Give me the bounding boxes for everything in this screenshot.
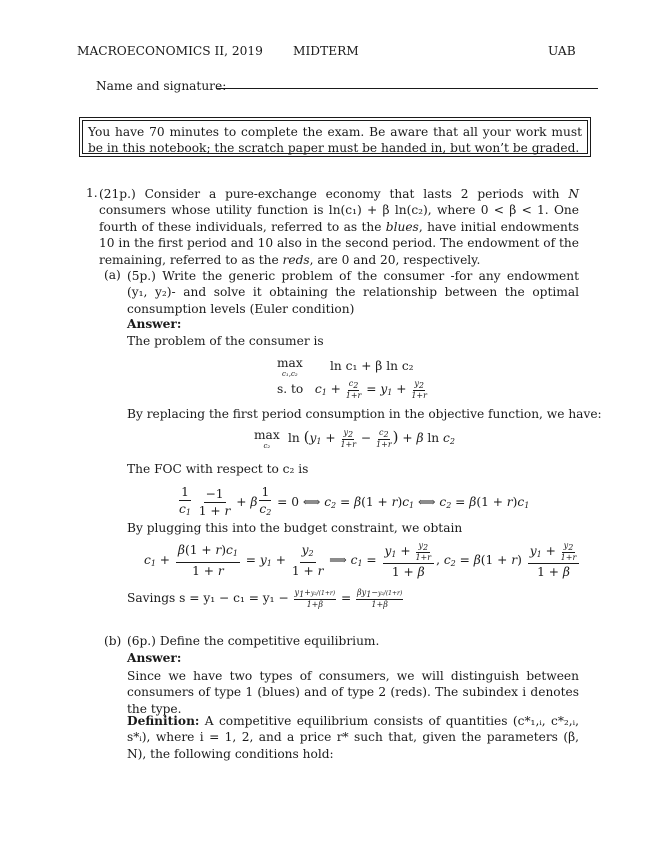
part-a-answer-label: Answer:	[127, 317, 182, 331]
part-b-text: (6p.) Define the competitive equilibrium.	[127, 634, 380, 648]
definition-paragraph	[127, 713, 579, 762]
part-b-paragraph: Since we have two types of consumers, we will distinguish between consumers of type 1 (blues) and of type 2 (reds). The subindex i denotes the type.	[127, 669, 579, 716]
question-1-text-d: , are 0 and 20, respectively.	[309, 252, 481, 267]
notice-box	[79, 117, 591, 157]
notice-text: You have 70 minutes to complete the exam. Be aware that all your work must be in this notebook; the scratch paper must be handed in, but won’t be graded.	[82, 120, 588, 154]
question-1-number: 1.	[86, 186, 98, 200]
savings-equation: Savings s = y₁ − c₁ = y₁ − $\frac{y_1+y_2/(1+r)}{1+\beta}$ = $\frac{\beta y_1-y_2/(1+r)}{1+\beta}$	[127, 588, 403, 609]
question-1-text-a: Consider a pure-exchange economy that lasts 2 periods with	[144, 187, 560, 201]
definition-text: A competitive equilibrium consists of quantities (c*₁,ᵢ, c*₂,ᵢ, s*ᵢ), where i = 1, 2, and a price r* such that, given the parameters (β, N), the following conditions hold:	[127, 714, 579, 761]
signature-line	[216, 88, 598, 89]
blues-term: blues	[385, 219, 419, 234]
replace-text: By replacing the first period consumption in the objective function, we have:	[127, 407, 602, 421]
n-symbol: N	[568, 187, 579, 201]
part-b-answer-label: Answer:	[127, 651, 182, 665]
definition-label: Definition:	[127, 714, 200, 728]
foc-equation: $\frac{1}{c_1}$ $\frac{-1}{1 + r}$ + β $\frac{1}{c_2}$ = 0 ⟺ $c_2 = \beta(1 + r)c_1$ ⟺ $c_2 = \beta(1 + r)c_1$	[179, 485, 530, 518]
header-school: UAB	[548, 44, 576, 58]
solution-equation: $c_1$ + $\frac{\beta(1 + r)c_1}{1 + r}$ = $y_1$ + $\frac{y_2}{1 + r}$ ⟹ $c_1$ = $y_1$ + $\frac{y_2}{1+r}$ 1 + β , $c_2 = \beta(1 + r)$ $y_1$ + $\frac{y_2}{1+r}$ 1 + β	[144, 541, 581, 580]
header-course: MACROECONOMICS II, 2019	[77, 44, 263, 58]
header-exam: MIDTERM	[293, 44, 359, 58]
question-1-text-c: , have initial endowments 10 in the first period and 10 also in the second period. The endowment of the remaining, referred to as the	[99, 219, 580, 267]
reduced-max: max c₂	[254, 428, 280, 450]
reds-term: reds	[282, 252, 310, 267]
question-1-text-b: consumers whose utility function is ln(c₁) + β ln(c₂), where 0 < β < 1. One fourth of these individuals, referred to as the	[99, 203, 579, 234]
objective-function: ln c₁ + β ln c₂	[330, 359, 414, 373]
part-a-problem-intro: The problem of the consumer is	[127, 334, 324, 348]
part-a-text: (5p.) Write the generic problem of the consumer -for any endowment (y₁, y₂)- and solve it obtaining the relationship between the optimal consumption levels (Euler condition)	[127, 269, 579, 316]
reduced-objective: $\ln (y_1$ + $\frac{y_2}{1+r}$ − $\frac{c_2}{1+r}$ ) + β $\ln c_2$	[288, 428, 455, 449]
max-operator: max c₁,c₂	[277, 356, 303, 378]
plug-text: By plugging this into the budget constraint, we obtain	[127, 521, 463, 535]
budget-constraint: s. to $c_1$ + $\frac{c_2}{1+r}$ = $y_1$ + $\frac{y_2}{1+r}$	[277, 379, 427, 400]
foc-text: The FOC with respect to c₂ is	[127, 462, 309, 476]
part-a-label: (a)	[104, 268, 121, 282]
question-1-text	[99, 186, 579, 268]
name-signature-label: Name and signature:	[96, 79, 227, 93]
question-1-points: (21p.)	[99, 187, 136, 201]
part-b-label: (b)	[104, 634, 122, 648]
